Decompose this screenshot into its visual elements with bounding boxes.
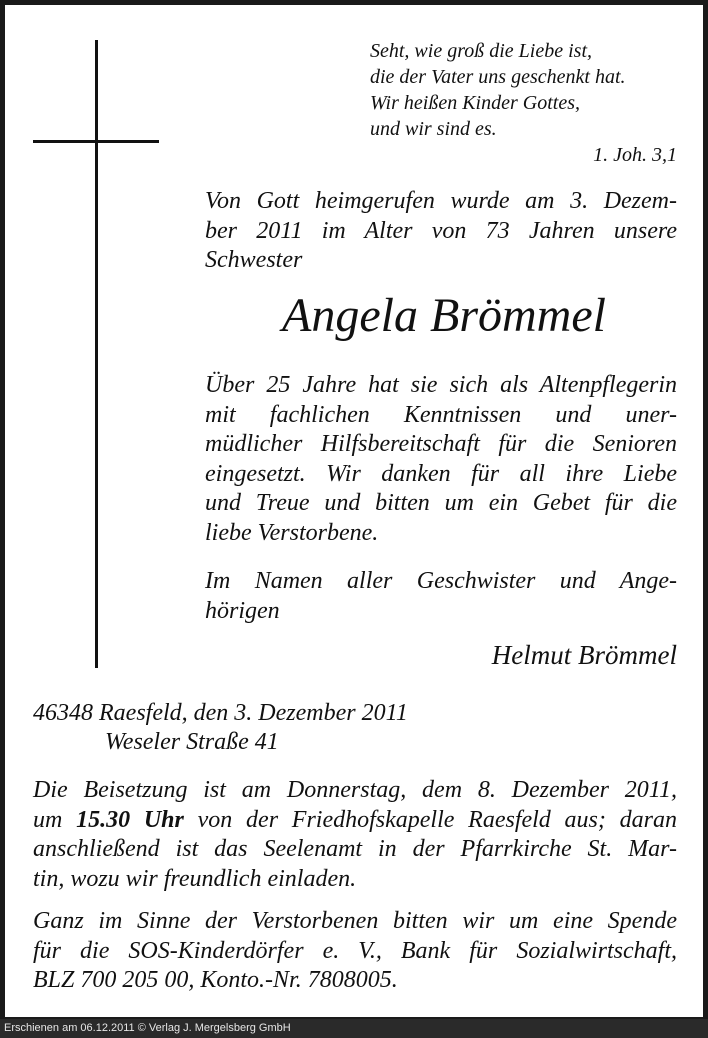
tribute-line: mit fachlichen Kenntnissen und uner- xyxy=(205,401,677,428)
funeral-text: von der Friedhofskapelle Raesfeld aus; daran xyxy=(183,806,677,833)
cross-icon-crossbar xyxy=(33,140,159,143)
funeral-line: Die Beisetzung ist am Donnerstag, dem 8. Dezember 2011, xyxy=(33,777,677,803)
funeral-line: anschließend ist das Seelenamt in der Pfarrkirche St. Mar- xyxy=(33,836,677,862)
place-date: 46348 Raesfeld, den 3. Dezember 2011 xyxy=(33,700,408,726)
publication-footer: Erschienen am 06.12.2011 © Verlag J. Mergelsberg GmbH xyxy=(0,1019,708,1038)
signer-name: Helmut Brömmel xyxy=(491,640,677,670)
intro-line: Von Gott heimgerufen wurde am 3. Dezem- xyxy=(205,188,677,214)
funeral-line xyxy=(33,806,677,836)
funeral-info xyxy=(33,776,677,894)
street-address: Weseler Straße 41 xyxy=(105,729,279,755)
donation-line: BLZ 700 205 00, Konto.-Nr. 7808005. xyxy=(33,967,398,993)
tribute-line: müdlicher Hilfsbereitschaft für die Senioren xyxy=(205,431,677,457)
verse-line: und wir sind es. xyxy=(370,118,497,140)
intro-line: ber 2011 im Alter von 73 Jahren unsere xyxy=(205,217,677,244)
deceased-name: Angela Brömmel xyxy=(282,289,606,342)
tribute-line: liebe Verstorbene. xyxy=(205,519,379,546)
tribute-line: eingesetzt. Wir danken für all ihre Liebe xyxy=(205,460,677,487)
cross-icon xyxy=(95,40,98,668)
verse-line: Wir heißen Kinder Gottes, xyxy=(370,92,580,114)
family-line: hörigen xyxy=(205,597,280,624)
verse-line: die der Vater uns geschenkt hat. xyxy=(370,66,626,88)
family-text xyxy=(205,567,677,626)
verse-line: Seht, wie groß die Liebe ist, xyxy=(370,40,593,62)
donation-line: Ganz im Sinne der Verstorbenen bitten wir um eine Spende xyxy=(33,908,677,934)
family-line: Im Namen aller Geschwister und Ange- xyxy=(205,568,677,594)
funeral-text: um xyxy=(33,806,77,833)
intro-line: Schwester xyxy=(205,247,303,273)
bible-verse xyxy=(370,38,626,142)
funeral-time: 15.30 Uhr xyxy=(76,806,184,833)
donation-line: für die SOS-Kinderdörfer e. V., Bank für Sozialwirtschaft, xyxy=(33,937,677,964)
tribute-line: und Treue und bitten um ein Gebet für die xyxy=(205,490,677,516)
donation-info xyxy=(33,907,677,996)
tribute-line: Über 25 Jahre hat sie sich als Altenpflegerin xyxy=(205,372,677,398)
verse-reference: 1. Joh. 3,1 xyxy=(593,144,677,166)
intro-text xyxy=(205,187,677,276)
obituary-notice xyxy=(5,5,703,1017)
tribute-text xyxy=(205,371,677,548)
funeral-line: tin, wozu wir freundlich einladen. xyxy=(33,865,357,892)
